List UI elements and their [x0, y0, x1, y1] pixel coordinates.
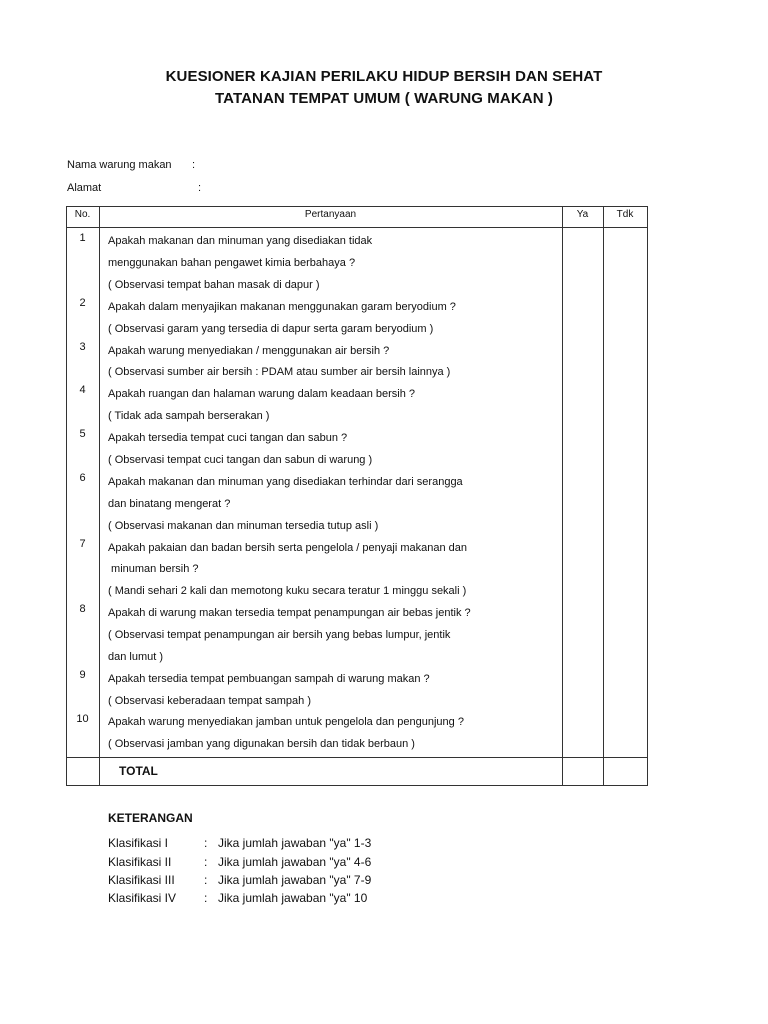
table-header-divider [66, 227, 648, 228]
question-line: ( Observasi tempat bahan masak di dapur ) [108, 279, 320, 291]
table-border-right [647, 206, 648, 786]
question-number: 3 [79, 341, 86, 353]
table-col-divider-ya [603, 206, 604, 786]
question-line: ( Observasi tempat cuci tangan dan sabun di warung ) [108, 454, 373, 466]
klasifikasi-row [108, 891, 528, 909]
field-nama-warung [67, 159, 196, 171]
question-number: 10 [76, 713, 89, 725]
table-col-divider-no [99, 206, 100, 786]
question-line: ( Observasi jamban yang digunakan bersih dan tidak berbaun ) [108, 738, 415, 750]
table-border-left [66, 206, 67, 786]
question-line: Apakah di warung makan tersedia tempat penampungan air bebas jentik ? [108, 607, 471, 619]
question-line: Apakah pakaian dan badan bersih serta pengelola / penyaji makanan dan [108, 542, 467, 554]
klasifikasi-separator: : [204, 891, 208, 905]
klasifikasi-name: Klasifikasi I [108, 836, 169, 850]
document-title-line-2: TATANAN TEMPAT UMUM ( WARUNG MAKAN ) [215, 90, 553, 107]
question-line: ( Observasi garam yang tersedia di dapur serta garam beryodium ) [108, 323, 434, 335]
klasifikasi-description: Jika jumlah jawaban "ya" 7-9 [218, 873, 372, 887]
header-no: No. [74, 209, 91, 220]
question-line: ( Observasi makanan dan minuman tersedia tutup asli ) [108, 520, 379, 532]
question-line: Apakah warung menyediakan jamban untuk pengelola dan pengunjung ? [108, 716, 464, 728]
klasifikasi-description: Jika jumlah jawaban "ya" 1-3 [218, 836, 372, 850]
question-number: 2 [79, 297, 86, 309]
total-label: TOTAL [119, 764, 158, 778]
klasifikasi-description: Jika jumlah jawaban "ya" 4-6 [218, 855, 372, 869]
field-colon: : [192, 159, 196, 171]
header-tdk: Tdk [616, 209, 634, 220]
question-line: minuman bersih ? [108, 563, 199, 575]
question-line: Apakah makanan dan minuman yang disediakan terhindar dari serangga [108, 476, 463, 488]
klasifikasi-name: Klasifikasi II [108, 855, 172, 869]
question-line: dan lumut ) [108, 651, 164, 663]
question-line: dan binatang mengerat ? [108, 498, 231, 510]
table-col-divider-question [562, 206, 563, 786]
field-label: Nama warung makan [67, 159, 172, 171]
document-title-line-1: KUESIONER KAJIAN PERILAKU HIDUP BERSIH DAN SEHAT [165, 68, 603, 85]
question-number: 9 [79, 669, 86, 681]
question-number: 1 [79, 232, 86, 244]
klasifikasi-row [108, 855, 528, 873]
question-line: ( Observasi tempat penampungan air bersih yang bebas lumpur, jentik [108, 629, 451, 641]
question-line: Apakah tersedia tempat cuci tangan dan sabun ? [108, 432, 348, 444]
question-line: Apakah makanan dan minuman yang disediakan tidak [108, 235, 373, 247]
question-number: 5 [79, 428, 86, 440]
field-alamat [67, 182, 202, 194]
table-total-divider [66, 757, 648, 758]
klasifikasi-row [108, 836, 528, 854]
klasifikasi-separator: : [204, 855, 208, 869]
question-line: ( Tidak ada sampah berserakan ) [108, 410, 270, 422]
field-colon: : [198, 182, 202, 194]
question-line: Apakah warung menyediakan / menggunakan air bersih ? [108, 345, 390, 357]
field-label: Alamat [67, 182, 102, 194]
table-border-bottom [66, 785, 648, 786]
question-number: 8 [79, 603, 86, 615]
klasifikasi-description: Jika jumlah jawaban "ya" 10 [218, 891, 368, 905]
question-line: menggunakan bahan pengawet kimia berbahaya ? [108, 257, 356, 269]
header-ya: Ya [576, 209, 589, 220]
klasifikasi-name: Klasifikasi IV [108, 891, 177, 905]
questionnaire-table [66, 206, 648, 786]
klasifikasi-row [108, 873, 528, 891]
question-line: ( Observasi sumber air bersih : PDAM atau sumber air bersih lainnya ) [108, 366, 451, 378]
keterangan-title: KETERANGAN [108, 811, 193, 825]
question-line: Apakah tersedia tempat pembuangan sampah di warung makan ? [108, 673, 430, 685]
question-line: ( Mandi sehari 2 kali dan memotong kuku secara teratur 1 minggu sekali ) [108, 585, 467, 597]
question-line: Apakah ruangan dan halaman warung dalam keadaan bersih ? [108, 388, 415, 400]
question-line: Apakah dalam menyajikan makanan menggunakan garam beryodium ? [108, 301, 456, 313]
header-pertanyaan: Pertanyaan [304, 209, 357, 220]
klasifikasi-separator: : [204, 836, 208, 850]
question-number: 7 [79, 538, 86, 550]
question-number: 4 [79, 384, 86, 396]
klasifikasi-separator: : [204, 873, 208, 887]
klasifikasi-name: Klasifikasi III [108, 873, 175, 887]
question-line: ( Observasi keberadaan tempat sampah ) [108, 695, 311, 707]
question-number: 6 [79, 472, 86, 484]
table-border-top [66, 206, 648, 207]
